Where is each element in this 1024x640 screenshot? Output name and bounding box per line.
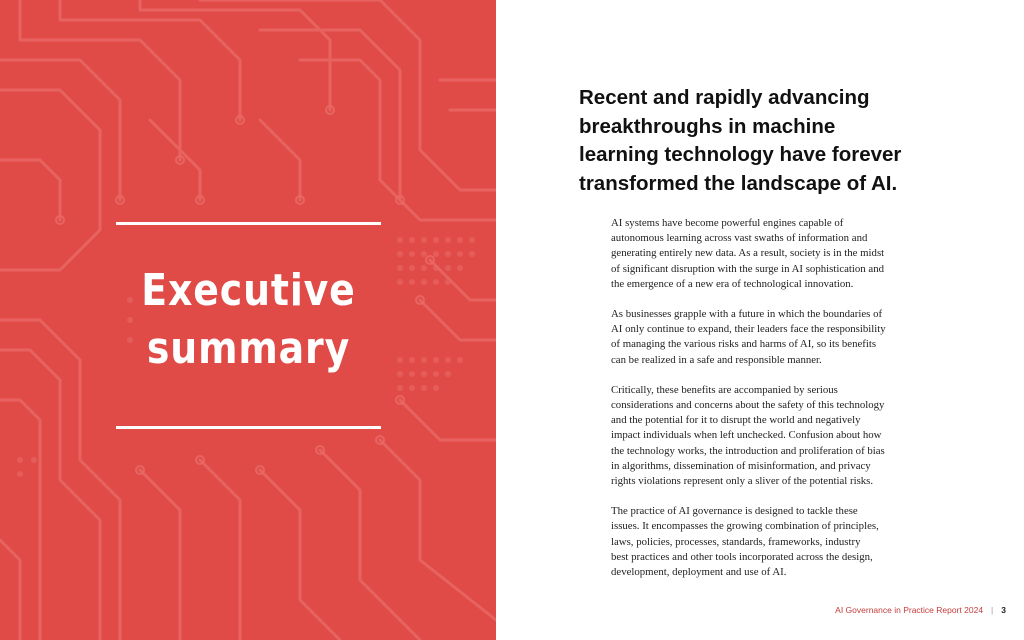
text-line: development, deployment and use of AI. bbox=[611, 566, 787, 579]
text-line: in algorithms, dissemination of misinformation, and privacy bbox=[611, 459, 871, 472]
footer-report-title: AI Governance in Practice Report 2024 bbox=[835, 605, 984, 615]
text-line: The practice of AI governance is designed to tackle these bbox=[611, 505, 858, 518]
cover-panel bbox=[0, 0, 496, 640]
headline bbox=[579, 84, 909, 198]
text-line: AI systems have become powerful engines capable of bbox=[611, 217, 844, 229]
text-line: of significant disruption with the surge in AI sophistication and bbox=[611, 262, 884, 275]
headline-line: breakthroughs in machine bbox=[579, 114, 836, 138]
paragraph bbox=[611, 504, 911, 580]
text-line: laws, policies, processes, standards, frameworks, industry bbox=[611, 535, 861, 548]
title-rule-bottom bbox=[116, 426, 381, 429]
headline-line: learning technology have forever bbox=[579, 143, 902, 166]
paragraph bbox=[611, 383, 911, 489]
text-line: impact individuals when left unchecked. Confusion about how bbox=[611, 429, 882, 442]
text-line: the emergence of a new era of technological innovation. bbox=[611, 277, 854, 290]
text-line: the technology works, the introduction and proliferation of bias bbox=[611, 444, 885, 457]
text-line: of managing the various risks and harms of AI, so its benefits bbox=[611, 338, 877, 351]
text-line: considerations and concerns about the safety of this technology bbox=[611, 399, 885, 412]
text-line: autonomous learning across vast swaths of information and bbox=[611, 232, 868, 245]
footer-separator: | bbox=[991, 605, 994, 615]
headline-line: Recent and rapidly advancing bbox=[579, 86, 870, 109]
text-line: can be realized in a safe and responsible manner. bbox=[611, 353, 822, 366]
text-line: As businesses grapple with a future in which the boundaries of bbox=[611, 308, 883, 321]
paragraph bbox=[611, 216, 911, 292]
section-title-line: summary bbox=[146, 323, 351, 374]
section-title-line: Executive bbox=[141, 265, 356, 316]
paragraph bbox=[611, 307, 911, 368]
body-text bbox=[611, 216, 911, 595]
title-rule-top bbox=[116, 222, 381, 225]
page-number: 3 bbox=[1001, 605, 1006, 615]
headline-line: transformed the landscape of AI. bbox=[579, 171, 898, 195]
text-line: generating entirely new data. As a result, society is in the midst bbox=[611, 247, 885, 260]
text-line: issues. It encompasses the growing combination of principles, bbox=[611, 520, 879, 533]
text-line: best practices and other tools incorporated across the design, bbox=[611, 550, 873, 563]
page-footer bbox=[835, 603, 1006, 617]
text-line: AI only continue to expand, their leaders face the responsibility bbox=[611, 323, 886, 336]
text-line: and the potential for it to disrupt the world and negatively bbox=[611, 414, 861, 427]
text-line: Critically, these benefits are accompanied by serious bbox=[611, 383, 838, 396]
text-line: rights violations represent only a sliver of the potential risks. bbox=[611, 475, 874, 488]
section-title bbox=[116, 262, 381, 378]
